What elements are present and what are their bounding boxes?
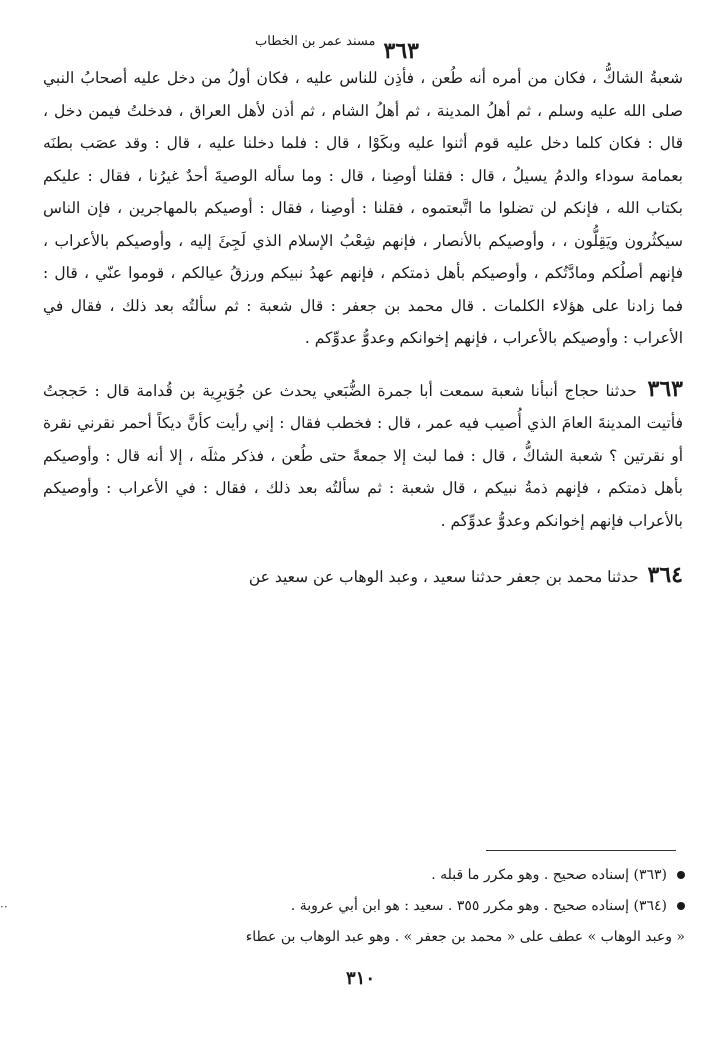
footnotes xyxy=(40,860,685,953)
running-title: مسند عمر بن الخطاب xyxy=(255,34,376,49)
hadith-363 xyxy=(43,373,683,538)
page-number: ٣٦٣ xyxy=(383,38,419,64)
footnote-text: (٣٦٣) إسناده صحيح . وهو مكرر ما قبله . xyxy=(431,867,667,883)
footnote-363 xyxy=(40,860,685,891)
hadith-number: ٣٦٣ xyxy=(647,375,683,402)
paragraph-1: شعبةُ الشاكُّ ، فكان من أمره أنه طُعن ، فأذِن للناس عليه ، فكان أولُ من دخل عليه أصحابُ النبي صلى الله عليه وسلم ، ثم أهلُ المدينة ، ثم أهلُ الشام ، ثم أذن لأهل العراق ، فدخلتُ فيمن دخل ، قال : فكان كلما دخل عليه قوم أثنوا عليه وبكَوْا ، قال : فلما دخلنا عليه ، قال : وقد عصَب بطنَه بعمامة سوداء والدمُ يسيلُ ، قال : فقلنا أوصِنا ، قال : وما سأله الوصيةَ أحدٌ غيرُنا ، فقال : عليكم بكتاب الله ، فإنكم لن تضلوا ما اتَّبعتموه ، فقلنا : أوصِنا ، فقال : أوصيكم بالمهاجرين ، فإن الناس سيكثُرون ويَقِلُّون ، ، وأوصيكم بالأنصار ، فإنهم شِعْبُ الإسلام الذي لَجِئَ إليه ، وأوصيكم بالأعراب ، فإنهم أصلُكم ومادَّتُكم ، وأوصيكم بأهل ذمتكم ، فإنهم عهدُ نبيكم ورزقُ عيالكم ، قوموا عنّي ، قال : فما زادنا على هؤلاء الكلمات . قال محمد بن جعفر : قال شعبة : ثم سألتُه بعد ذلك ، فقال في الأعراب : وأوصيكم بالأعراب ، فإنهم إخوانكم وعدوُّ عدوِّكم . xyxy=(43,69,684,347)
footnote-divider xyxy=(486,850,676,851)
hadith-text: حدثنا حجاج أنبأنا شعبة سمعت أبا جمرة الضُّبَعي يحدث عن جُوَيرِية بن قُدامة قال : حَججتُ فأتيت المدينةَ العامَ الذي أُصيب فيه عمر ، قال : فخطب فقال : إني رأيت كأنَّ ديكاً أحمر نقرني نقرة أو نقرتين ؟ شعبة الشاكُّ ، قال : فما لبث إلا جمعةً حتى طُعن ، فذكر مثلَه ، إلا أنه قال : وأوصيكم بأهل ذمتكم ، فإنهم ذمةُ نبيكم ، قال شعبة : ثم سألتُه بعد ذلك ، فقال : في الأعراب : وأوصيكم بالأعراب فإنهم إخوانكم وعدوُّ عدوِّكم . xyxy=(43,381,683,530)
hadith-text: حدثنا محمد بن جعفر حدثنا سعيد ، وعبد الوهاب عن سعيد عن xyxy=(248,568,639,586)
bullet-icon xyxy=(677,871,685,879)
footnote-364-continued xyxy=(40,922,685,953)
bullet-icon xyxy=(677,902,685,910)
footnote-text: (٣٦٤) إسناده صحيح . وهو مكرر ٣٥٥ . سعيد : هو ابن أبي عروبة . xyxy=(290,898,667,914)
footnote-364 xyxy=(40,891,685,922)
hadith-number: ٣٦٤ xyxy=(647,562,683,588)
margin-mark: ·· xyxy=(0,900,8,914)
hadith-364 xyxy=(43,559,683,594)
footer-page-number: ٣١٠ xyxy=(345,968,375,989)
footnote-text: « وعبد الوهاب » عطف على « محمد بن جعفر » . وهو عبد الوهاب بن عطاء xyxy=(245,929,685,945)
main-text xyxy=(43,62,683,594)
